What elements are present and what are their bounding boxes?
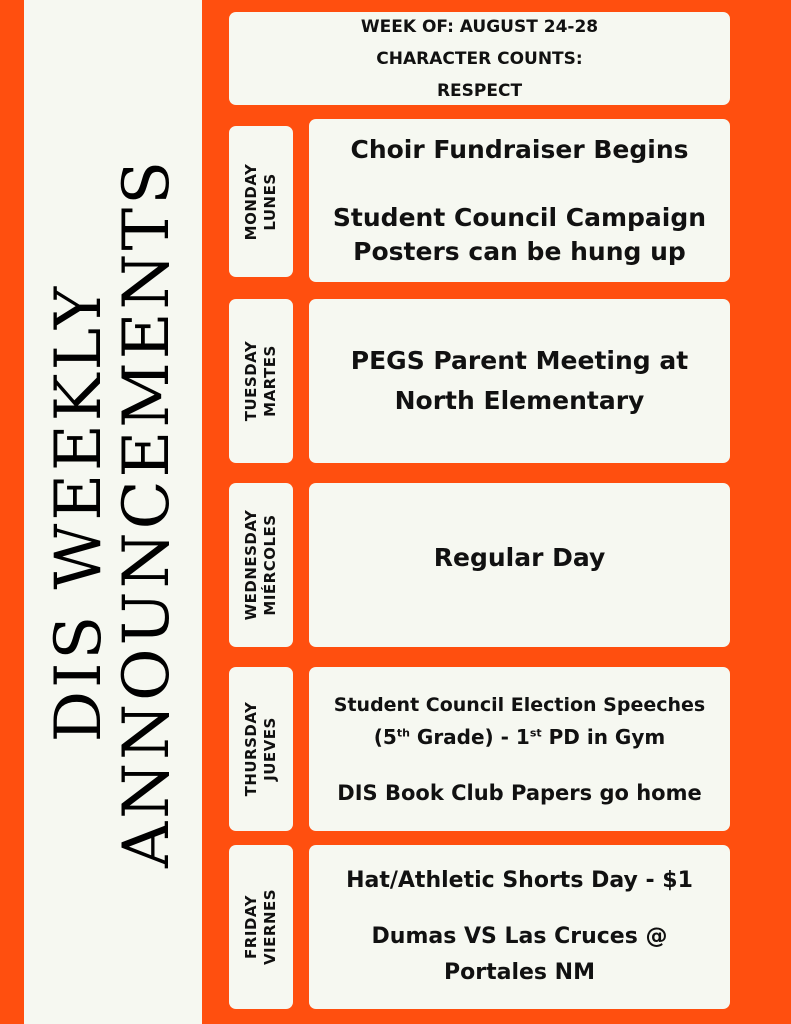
events-card-thursday [309,667,730,831]
day-label-wednesday [242,510,280,621]
event-text: DIS Book Club Papers go home [337,781,702,805]
day-card-wednesday [229,483,293,647]
day-english: TUESDAY [242,340,260,422]
day-english: FRIDAY [242,895,260,959]
events-card-monday [309,119,730,282]
week-header-card [229,12,730,105]
day-spanish: MIÉRCOLES [261,514,279,616]
event-text: PEGS Parent Meeting at [350,346,689,375]
event-text: Dumas VS Las Cruces @ [371,924,668,949]
day-card-tuesday [229,299,293,463]
day-label-tuesday [242,341,280,421]
day-spanish: VIERNES [261,888,279,966]
day-card-friday [229,845,293,1009]
day-spanish: LUNES [261,172,279,231]
character-trait: RESPECT [436,80,523,101]
event-text-speeches-time: (5th Grade) - 1st PD in Gym [373,725,666,749]
event-text: Choir Fundraiser Begins [350,134,689,164]
event-text: Regular Day [433,543,606,572]
day-spanish: MARTES [261,345,279,417]
character-counts-label: CHARACTER COUNTS: [376,48,583,69]
day-spanish: JUEVES [261,717,279,781]
event-text: Student Council Election Speeches [333,694,706,716]
day-label-thursday [242,702,280,797]
events-card-wednesday [309,483,730,647]
day-english: THURSDAY [242,701,260,797]
page-title [42,157,184,869]
title-line-2: ANNOUNCEMENTS [110,157,184,869]
week-of-text: WEEK OF: AUGUST 24-28 [360,16,599,37]
day-label-friday [242,889,280,965]
event-text: Hat/Athletic Shorts Day - $1 [346,868,693,893]
day-label-monday [242,163,280,240]
day-english: MONDAY [242,163,260,240]
title-line-1: DIS WEEKLY [42,283,116,743]
day-card-thursday [229,667,293,831]
event-text: Student Council Campaign [332,202,707,232]
events-card-friday [309,845,730,1009]
events-card-tuesday [309,299,730,463]
event-text: North Elementary [394,386,645,415]
event-text: Portales NM [444,960,595,985]
day-english: WEDNESDAY [242,509,260,621]
day-card-monday [229,126,293,277]
event-text: Posters can be hung up [353,236,686,266]
